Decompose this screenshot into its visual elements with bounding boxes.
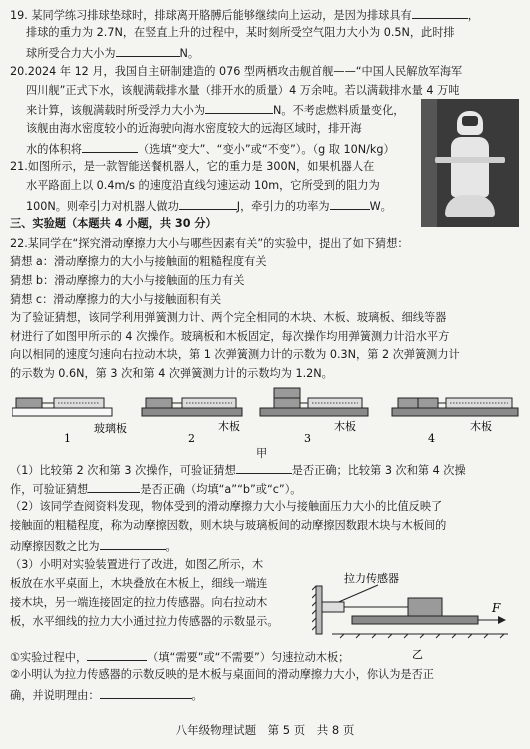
answer-blank[interactable] — [236, 461, 292, 474]
q22-sub3-line1: （3）小明对实验装置进行了改进，如图乙所示，木 — [10, 558, 264, 571]
q22-sub3-line2: 板放在水平桌面上，木块叠放在木板上，细线一端连 — [10, 577, 268, 590]
force-sensor — [322, 602, 344, 612]
q22-sub3-line3: 接木块，另一端连接固定的拉力传感器。向右拉动木 — [10, 596, 268, 609]
q20-line3: 来计算，该舰满载时所受浮力大小为 N。不考虑燃料质量变化， — [26, 101, 404, 119]
q20-line1: 20.2024 年 12 月，我国自主研制建造的 076 型两栖攻击舰首舰——“中国人民解放军海军 — [10, 65, 463, 78]
q22-sub2-line1: （2）该同学查阅资料发现，物体受到的滑动摩擦力大小与接触面压力大小的比值反映了 — [10, 500, 443, 513]
answer-blank[interactable] — [88, 480, 140, 493]
setup-number-1: 1 — [64, 432, 71, 445]
q19-line3: 球所受合力大小为 N。 — [26, 44, 199, 62]
q19-line2: 排球的重力为 2.7N，在竖直上升的过程中，某时刻所受空气阻力大小为 0.5N，此时排 — [26, 26, 455, 39]
board-label-1: 玻璃板 — [94, 422, 127, 435]
answer-blank[interactable] — [87, 648, 147, 661]
q20-line4: 该舰由海水密度较小的近海驶向海水密度较大的远海区域时，排开海 — [26, 122, 362, 135]
figure-jia-caption: 甲 — [256, 447, 268, 460]
setup-2 — [142, 398, 242, 445]
board-label-2: 木板 — [218, 420, 240, 433]
q22-sub2-line3: 动摩擦因数之比为 。 — [10, 537, 177, 555]
q22-para1: 为了验证猜想，该同学利用弹簧测力计、两个完全相同的木块、木板、玻璃板、细线等器 — [10, 311, 447, 324]
q22-sub3-q2-line2: 确，并说明理由： 。 — [10, 686, 203, 704]
q20-line2: 四川舰”正式下水，该舰满载排水量（排开水的质量）4 万余吨。若以满载排水量 4 万吨 — [26, 84, 460, 97]
answer-blank[interactable] — [179, 197, 237, 210]
setup-number-2: 2 — [188, 432, 195, 445]
q22-para2: 材进行了如图甲所示的 4 次操作。玻璃板和木板固定，每次操作均用弹簧测力计沿水平方 — [10, 330, 450, 343]
wood-block — [408, 598, 442, 616]
q22-sub3-q1: ①实验过程中， （填“需要”或“不需要”）匀速拉动木板； — [10, 648, 349, 666]
q22-sub3-line4: 板，水平细线的拉力大小通过拉力传感器的示数显示。 — [10, 615, 279, 628]
answer-blank[interactable] — [205, 101, 273, 114]
q21-line3: 100N。则牵引力对机器人做功 J，牵引力的功率为 W。 — [26, 197, 392, 215]
board-label-3: 木板 — [334, 420, 356, 433]
q21-line2: 水平路面上以 0.4m/s 的速度沿直线匀速运动 10m，它所受到的阻力为 — [26, 179, 380, 192]
guess-c: 猜想 c：滑动摩擦力的大小与接触面积有关 — [10, 293, 222, 306]
setup-number-4: 4 — [428, 432, 435, 445]
board-label-4: 木板 — [470, 420, 492, 433]
q22-para3: 向以相同的速度匀速向右拉动木块，第 1 次弹簧测力计的示数为 0.3N，第 2 次弹簧测力计 — [10, 348, 460, 361]
delivery-robot-image — [421, 99, 519, 227]
setup-1 — [12, 398, 127, 445]
q22-para4: 的示数为 0.6N，第 3 次和第 4 次弹簧测力计的示数均为 1.2N。 — [10, 367, 333, 380]
page-footer: 八年级物理试题 第 5 页 共 8 页 — [175, 723, 355, 737]
answer-blank[interactable] — [330, 197, 370, 210]
q22-sub1-line1: （1）比较第 2 次和第 3 次操作，可验证猜想 是否正确；比较第 3 次和第 4 次操 — [10, 461, 466, 479]
figure-yi-caption: 乙 — [412, 648, 423, 661]
answer-blank[interactable] — [82, 140, 138, 153]
q22-sub3-q2-line1: ②小明认为拉力传感器的示数反映的是木板与桌面间的滑动摩擦力大小，你认为是否正 — [10, 668, 434, 681]
q21-line1: 21.如图所示，是一款智能送餐机器人，它的重力是 300N，如果机器人在 — [10, 160, 375, 173]
q22-sub2-line2: 接触面的粗糙程度，称为动摩擦因数，则木块与玻璃板间的动摩擦因数跟木块与木板间的 — [10, 519, 447, 532]
answer-blank[interactable] — [100, 537, 166, 550]
q20-line5: 水的体积将 （选填“变大”、“变小”或“不变”）。（g 取 10N/kg） — [26, 140, 395, 158]
sensor-label: 拉力传感器 — [344, 572, 399, 585]
figure-jia — [12, 380, 522, 448]
answer-blank[interactable] — [412, 6, 468, 19]
setup-4 — [392, 398, 518, 445]
q22-line1: 22.某同学在“探究滑动摩擦力大小与哪些因素有关”的实验中，提出了如下猜想： — [10, 237, 409, 250]
section-heading: 三、实验题（本题共 4 小题，共 30 分） — [10, 217, 217, 230]
force-label: F — [492, 601, 501, 615]
setup-3 — [260, 388, 368, 445]
guess-b: 猜想 b：滑动摩擦力的大小与接触面的压力有关 — [10, 274, 245, 287]
q19-line1: 19. 某同学练习排球垫球时，排球离开胳膊后能够继续向上运动，是因为排球具有 ， — [10, 6, 479, 24]
guess-a: 猜想 a：滑动摩擦力的大小与接触面的粗糙程度有关 — [10, 255, 267, 268]
answer-blank[interactable] — [116, 44, 180, 57]
answer-blank[interactable] — [100, 686, 192, 699]
q22-sub1-line2: 作，可验证猜想 是否正确（均填“a”“b”或“c”）。 — [10, 480, 302, 498]
setup-number-3: 3 — [304, 432, 311, 445]
wood-board — [352, 616, 478, 624]
